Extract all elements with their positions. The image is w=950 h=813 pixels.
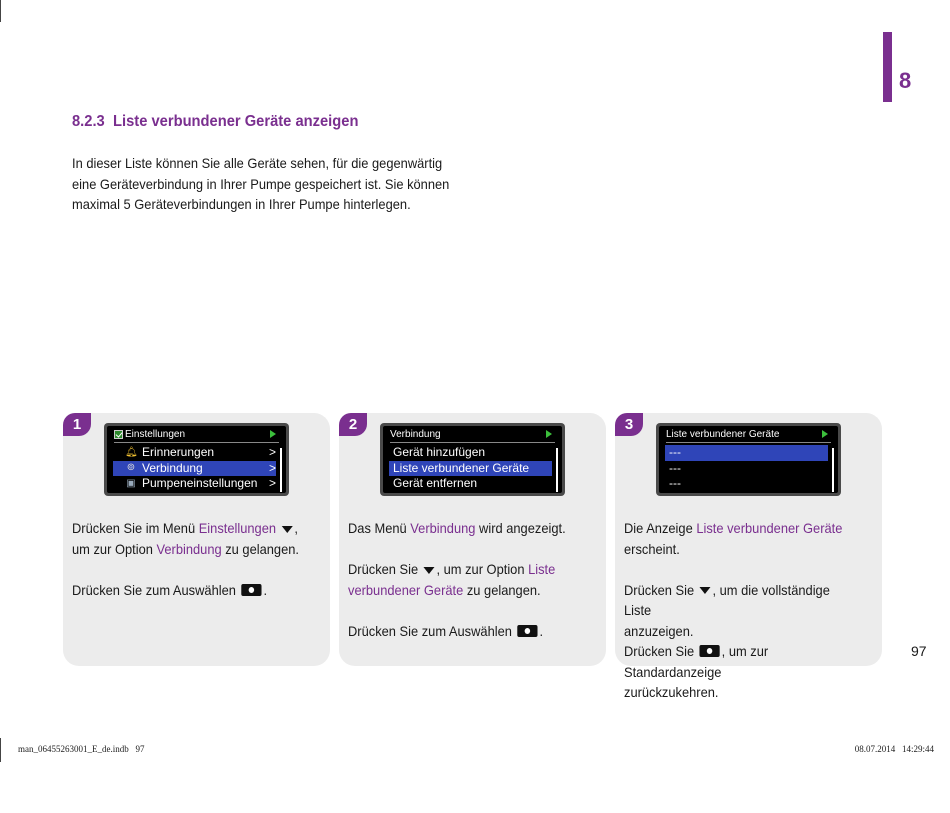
chevron-right-icon: >	[268, 445, 276, 459]
section-number: 8.2.3	[72, 113, 105, 130]
step-2-instructions: Das Menü Verbindung wird angezeigt. Drücken Sie , um zur Option Liste verbundener Geräte zu gelangen. Drücken Sie zum Auswählen .	[348, 520, 566, 639]
select-button-icon	[517, 625, 537, 637]
pump-screen	[380, 423, 565, 496]
screen-scrollbar	[556, 448, 558, 492]
list-item: ---	[669, 460, 681, 475]
intro-line: maximal 5 Geräteverbindungen in Ihrer Pumpe hinterlegen.	[72, 196, 411, 212]
menu-item-erinnerungen	[113, 445, 276, 461]
step-3-panel	[615, 413, 882, 700]
step-3-instructions: Die Anzeige Liste verbundener Geräte erscheint. Drücken Sie , um die vollständige Liste anzuzeigen. Drücken Sie , um zur Standardanzeige zurückzukehren.	[624, 520, 843, 700]
screen-divider	[390, 442, 555, 443]
highlight-term: Verbindung	[410, 520, 476, 536]
pump-screen-display	[659, 426, 838, 493]
play-arrow-icon	[270, 430, 276, 438]
bell-icon: 🔔︎	[125, 446, 138, 458]
screen-divider	[666, 442, 831, 443]
highlight-term: verbundener Geräte	[348, 581, 464, 598]
intro-paragraph	[72, 153, 458, 215]
chapter-marker-bar	[883, 32, 892, 102]
step-badge: 2	[339, 413, 367, 436]
step-badge: 3	[615, 413, 643, 436]
chevron-right-icon: >	[268, 476, 276, 490]
screen-divider	[114, 442, 279, 443]
screen-menu	[389, 445, 552, 492]
select-button-icon	[700, 645, 720, 657]
pump-screen-display	[107, 426, 286, 493]
pump-icon: ▣	[126, 477, 136, 489]
footer-timestamp: 08.07.2014 14:29:44	[854, 744, 934, 754]
screen-scrollbar	[280, 448, 282, 492]
screen-title	[666, 429, 779, 440]
step-1-instructions: Drücken Sie im Menü Einstellungen , um zur Option Verbindung zu gelangen. Drücken Sie zum Auswählen .	[72, 520, 300, 598]
play-arrow-icon	[822, 430, 828, 438]
pump-screen-display	[383, 426, 562, 493]
screen-list	[665, 445, 828, 492]
step-badge: 1	[63, 413, 91, 436]
menu-item-geraet-entfernen: Gerät entfernen	[393, 476, 478, 490]
screen-title-text: Verbindung	[390, 429, 441, 440]
crop-mark-top	[0, 0, 1, 22]
chapter-number: 8	[899, 68, 912, 93]
list-item: ---	[665, 445, 828, 461]
highlight-term: Liste	[528, 561, 556, 577]
down-arrow-icon	[281, 526, 292, 533]
menu-item-label: Erinnerungen	[142, 445, 215, 459]
settings-check-icon	[114, 430, 123, 439]
down-arrow-icon	[424, 567, 435, 574]
pump-screen	[656, 423, 841, 496]
signal-icon: ⊚	[126, 462, 136, 474]
screen-menu	[113, 445, 276, 492]
menu-item-liste-verbundener-geraete: Liste verbundener Geräte	[389, 461, 552, 477]
menu-item-geraet-hinzufuegen: Gerät hinzufügen	[393, 445, 486, 459]
highlight-term: Liste verbundener Geräte	[696, 520, 843, 536]
chevron-right-icon: >	[268, 460, 276, 475]
menu-item-pumpeneinstellungen	[113, 476, 276, 492]
list-item: ---	[669, 476, 681, 490]
down-arrow-icon	[700, 587, 711, 594]
menu-item-label: Pumpeneinstellungen	[142, 476, 258, 490]
intro-line: eine Geräteverbindung in Ihrer Pumpe gespeichert ist. Sie können	[72, 175, 450, 192]
section-title: Liste verbundener Geräte anzeigen	[113, 113, 359, 130]
highlight-term: Verbindung	[156, 540, 222, 557]
step-1-panel	[63, 413, 330, 666]
screen-title-text: Liste verbundener Geräte	[666, 429, 780, 440]
highlight-term: Einstellungen	[198, 520, 277, 536]
select-button-icon	[241, 584, 261, 596]
footer-file-info: man_06455263001_E_de.indb 97	[18, 744, 145, 754]
intro-line: In dieser Liste können Sie alle Geräte sehen, für die gegenwärtig	[72, 155, 443, 171]
menu-item-verbindung	[113, 461, 276, 477]
play-arrow-icon	[546, 430, 552, 438]
step-2-panel	[339, 413, 606, 666]
crop-mark-bottom	[0, 738, 1, 762]
page-number: 97	[911, 643, 927, 659]
pump-screen	[104, 423, 289, 496]
screen-title	[114, 429, 185, 440]
screen-title-text: Einstellungen	[125, 429, 186, 440]
screen-title	[390, 429, 441, 440]
section-heading	[72, 113, 358, 131]
screen-scrollbar	[832, 448, 834, 492]
menu-item-label: Verbindung	[142, 460, 203, 475]
